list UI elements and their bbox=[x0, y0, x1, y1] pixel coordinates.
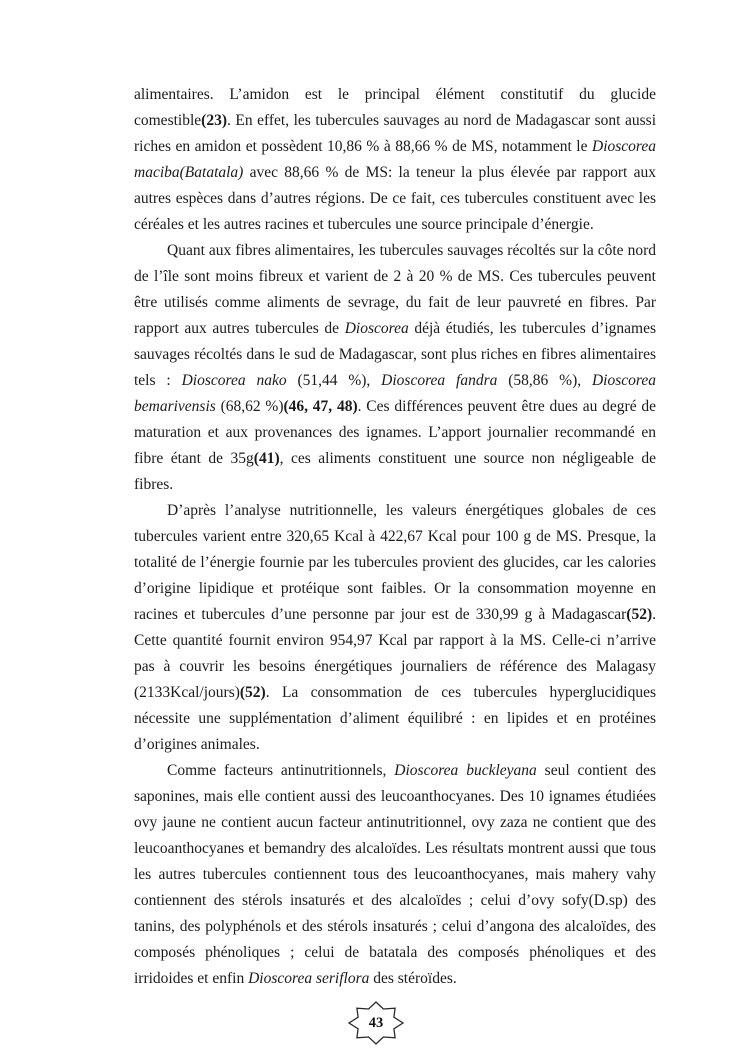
text-run: . En effet, les tubercules sauvages au nord de Madagascar sont aussi riches en amidon et possèdent 10,86 % à 88,66 % de MS, notamment le bbox=[134, 112, 656, 155]
text-run: (58,86 %), bbox=[497, 372, 592, 389]
text-run: Quant aux fibres alimentaires, les tubercules sauvages récoltés sur la côte nord de l’île sont moins fibreux et varient de 2 à 20 % de MS. Ces tubercules peuvent être utilisés comme aliments de sevrage, du fait de leur pauvreté en fibres. Par rapport aux autres tubercules de bbox=[134, 242, 656, 337]
text-run: Dioscorea nako bbox=[181, 372, 287, 389]
paragraph bbox=[134, 238, 656, 498]
text-run: Dioscorea seriflora bbox=[248, 970, 370, 987]
text-run: (52) bbox=[626, 606, 653, 623]
text-run: avec 88,66 % de MS: la teneur la plus élevée par rapport aux autres espèces dans d’autres régions. De ce fait, ces tubercules constituent avec les céréales et les autres racines et tubercules une source principale d’énergie. bbox=[134, 164, 656, 233]
page-number-badge bbox=[348, 1001, 404, 1045]
text-run: Dioscorea fandra bbox=[381, 372, 498, 389]
text-run: (68,62 %) bbox=[215, 398, 284, 415]
paragraph bbox=[134, 758, 656, 992]
text-run: seul contient des saponines, mais elle contient aussi des leucoanthocyanes. Des 10 ignames étudiées ovy jaune ne contient aucun facteur antinutritionnel, ovy zaza ne contient que des leucoanthocyanes et bemandry des alcaloïdes. Les résultats montrent aussi que tous les autres tubercules contiennent tous des leucoanthocyanes, mais mahery vahy contiennent des stérols insaturés et des alcaloïdes ; celui d’ovy sofy(D.sp) des tanins, des polyphénols et des stérols insaturés ; celui d’angona des alcaloïdes, des composés phénoliques ; celui de batatala des composés phénoliques et des irridoides et enfin bbox=[134, 762, 657, 987]
text-run: (52) bbox=[239, 684, 266, 701]
text-run: D’après l’analyse nutritionnelle, les valeurs énergétiques globales de ces tubercules varient entre 320,65 Kcal à 422,67 Kcal pour 100 g de MS. Presque, la totalité de l’énergie fournie par les tubercules provient des glucides, car les calories d’origine lipidique et protéique sont faibles. Or la consommation moyenne en racines et tubercules d’une personne par jour est de 330,99 g à Madagascar bbox=[134, 502, 656, 623]
text-run: déjà étudiés, les tubercules d’ignames sauvages récoltés dans le sud de Madagascar, sont plus riches en fibres alimentaires tels : bbox=[134, 320, 656, 389]
text-run: Dioscorea maciba(Batatala) bbox=[134, 138, 656, 181]
text-run: . Ces différences peuvent être dues au degré de maturation et aux provenances des ignames. L’apport journalier recommandé en fibre étant de 35g bbox=[134, 398, 656, 467]
text-run: . La consommation de ces tubercules hyperglucidiques nécessite une supplémentation d’aliment équilibré : en lipides et en protéines d’origines animales. bbox=[134, 684, 656, 753]
paragraph bbox=[134, 498, 656, 758]
text-run: Dioscorea buckleyana bbox=[394, 762, 537, 779]
text-run: Dioscorea bemarivensis bbox=[134, 372, 656, 415]
text-block bbox=[134, 82, 656, 992]
text-run: , ces aliments constituent une source non négligeable de fibres. bbox=[134, 450, 656, 493]
text-run: (46, 47, 48) bbox=[283, 398, 358, 415]
text-run: Dioscorea bbox=[344, 320, 409, 337]
paragraph bbox=[134, 82, 656, 238]
text-run: Comme facteurs antinutritionnels, bbox=[167, 762, 395, 779]
text-run: (23) bbox=[201, 112, 227, 129]
text-run: . Cette quantité fournit environ 954,97 Kcal par rapport à la MS. Celle-ci n’arrive pas à couvrir les besoins énergétiques journaliers de référence des Malagasy (2133Kcal/jours) bbox=[134, 606, 656, 701]
text-run: alimentaires. L’amidon est le principal élément constitutif du glucide comestible bbox=[134, 86, 656, 129]
page-number: 43 bbox=[368, 1014, 384, 1031]
text-run: (51,44 %), bbox=[286, 372, 382, 389]
text-run: (41) bbox=[253, 450, 280, 467]
text-run: des stéroïdes. bbox=[369, 970, 457, 987]
